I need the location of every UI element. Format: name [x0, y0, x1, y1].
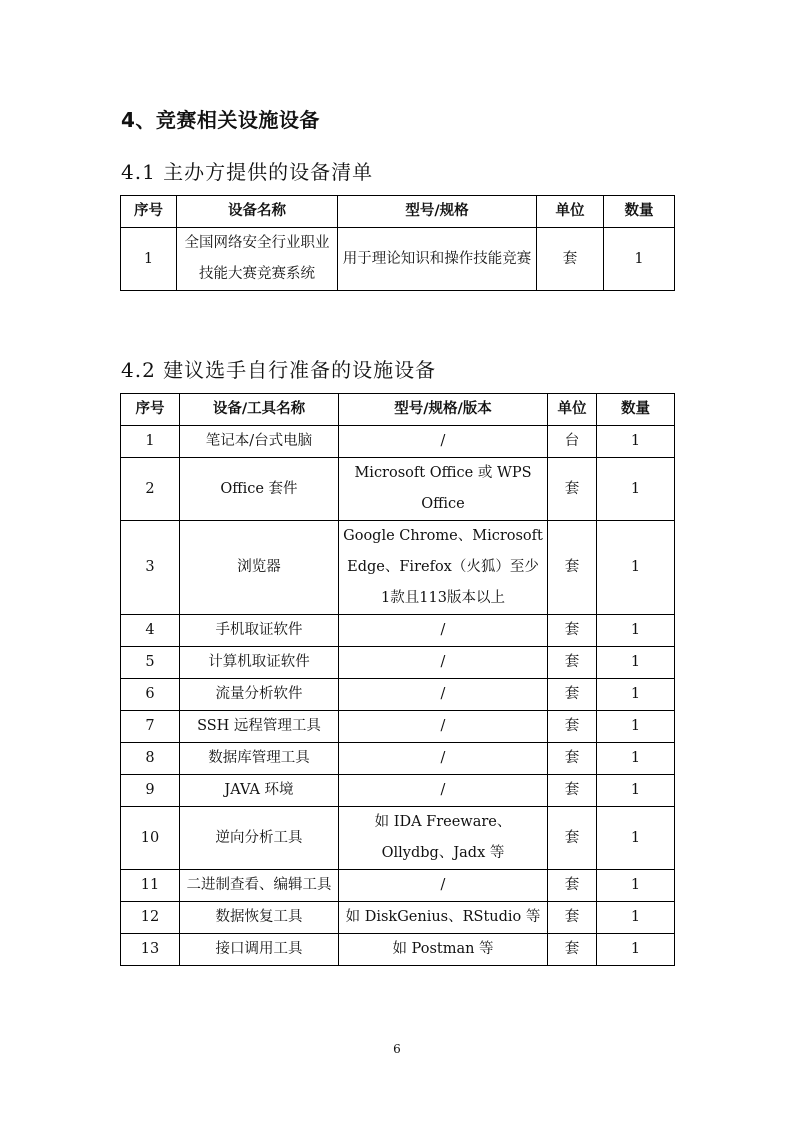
table-cell: 8	[121, 743, 180, 775]
table-header-row	[121, 196, 675, 228]
table-cell: 1	[121, 228, 177, 291]
table-cell: 4	[121, 615, 180, 647]
table-cell: 1	[604, 228, 675, 291]
table-cell: 如 Postman 等	[339, 934, 548, 966]
table-cell: 1	[597, 615, 675, 647]
table-cell: Google Chrome、Microsoft Edge、Firefox（火狐）至少1款且113版本以上	[339, 521, 548, 615]
table-cell: 1	[597, 934, 675, 966]
table-row	[121, 934, 675, 966]
table-row	[121, 711, 675, 743]
table-row	[121, 775, 675, 807]
table-cell: 数据恢复工具	[180, 902, 339, 934]
table-row	[121, 458, 675, 521]
table-row	[121, 679, 675, 711]
table-cell: 1	[597, 870, 675, 902]
table-cell: 1	[597, 426, 675, 458]
table-row	[121, 521, 675, 615]
table-row	[121, 647, 675, 679]
table-cell: /	[339, 679, 548, 711]
table-cell: 套	[548, 902, 597, 934]
table-cell: 1	[597, 521, 675, 615]
subsection-title-4-1: 4.1 主办方提供的设备清单	[121, 160, 374, 184]
table-cell: /	[339, 615, 548, 647]
page-number: 6	[393, 1042, 401, 1056]
table-row	[121, 902, 675, 934]
table-cell: 逆向分析工具	[180, 807, 339, 870]
table-row	[121, 870, 675, 902]
col-header: 设备/工具名称	[180, 394, 339, 426]
self-prepared-equipment-table	[120, 393, 675, 966]
table-cell: 套	[548, 521, 597, 615]
table-cell: 1	[597, 743, 675, 775]
table-cell: /	[339, 647, 548, 679]
col-header: 型号/规格	[338, 196, 537, 228]
table-cell: 套	[548, 807, 597, 870]
table-row	[121, 228, 675, 291]
table-cell: Office 套件	[180, 458, 339, 521]
table-cell: 5	[121, 647, 180, 679]
table-cell: 10	[121, 807, 180, 870]
col-header: 单位	[537, 196, 604, 228]
table-cell: 台	[548, 426, 597, 458]
table-cell: /	[339, 775, 548, 807]
table-cell: 套	[548, 934, 597, 966]
table-header-row	[121, 394, 675, 426]
col-header: 序号	[121, 196, 177, 228]
table-cell: 7	[121, 711, 180, 743]
table-cell: 2	[121, 458, 180, 521]
table-cell: 套	[548, 679, 597, 711]
table-cell: 1	[597, 902, 675, 934]
col-header: 序号	[121, 394, 180, 426]
table-cell: /	[339, 743, 548, 775]
table-cell: 接口调用工具	[180, 934, 339, 966]
col-header: 数量	[597, 394, 675, 426]
table-cell: 1	[597, 647, 675, 679]
table-cell: 如 IDA Freeware、Ollydbg、Jadx 等	[339, 807, 548, 870]
table-cell: SSH 远程管理工具	[180, 711, 339, 743]
col-header: 单位	[548, 394, 597, 426]
table-cell: 用于理论知识和操作技能竞赛	[338, 228, 537, 291]
table-cell: Microsoft Office 或 WPS Office	[339, 458, 548, 521]
table-cell: /	[339, 870, 548, 902]
table-cell: 1	[597, 711, 675, 743]
table-cell: 二进制查看、编辑工具	[180, 870, 339, 902]
table-cell: 1	[597, 679, 675, 711]
table-cell: 套	[537, 228, 604, 291]
table-cell: 1	[597, 807, 675, 870]
table-cell: 流量分析软件	[180, 679, 339, 711]
table-cell: 13	[121, 934, 180, 966]
table-cell: 浏览器	[180, 521, 339, 615]
table-cell: 11	[121, 870, 180, 902]
table-row	[121, 615, 675, 647]
table-row	[121, 807, 675, 870]
table-cell: 12	[121, 902, 180, 934]
col-header: 数量	[604, 196, 675, 228]
table-cell: 9	[121, 775, 180, 807]
table-cell: 数据库管理工具	[180, 743, 339, 775]
table-row	[121, 426, 675, 458]
table-cell: 如 DiskGenius、RStudio 等	[339, 902, 548, 934]
table-cell: 手机取证软件	[180, 615, 339, 647]
subsection-title-4-2: 4.2 建议选手自行准备的设施设备	[121, 358, 437, 382]
table-cell: 套	[548, 711, 597, 743]
table-cell: 套	[548, 870, 597, 902]
table-cell: 套	[548, 647, 597, 679]
table-cell: /	[339, 711, 548, 743]
table-cell: 1	[121, 426, 180, 458]
table-cell: /	[339, 426, 548, 458]
table-cell: 3	[121, 521, 180, 615]
table-cell: 笔记本/台式电脑	[180, 426, 339, 458]
table-cell: 计算机取证软件	[180, 647, 339, 679]
provided-equipment-table	[120, 195, 675, 291]
section-title: 4、竞赛相关设施设备	[121, 108, 320, 132]
table-cell: JAVA 环境	[180, 775, 339, 807]
table-cell: 套	[548, 615, 597, 647]
table-cell: 套	[548, 743, 597, 775]
table-cell: 全国网络安全行业职业技能大赛竞赛系统	[177, 228, 338, 291]
table-row	[121, 743, 675, 775]
table-cell: 6	[121, 679, 180, 711]
table-cell: 套	[548, 775, 597, 807]
col-header: 设备名称	[177, 196, 338, 228]
col-header: 型号/规格/版本	[339, 394, 548, 426]
table-cell: 套	[548, 458, 597, 521]
table-cell: 1	[597, 458, 675, 521]
table-cell: 1	[597, 775, 675, 807]
